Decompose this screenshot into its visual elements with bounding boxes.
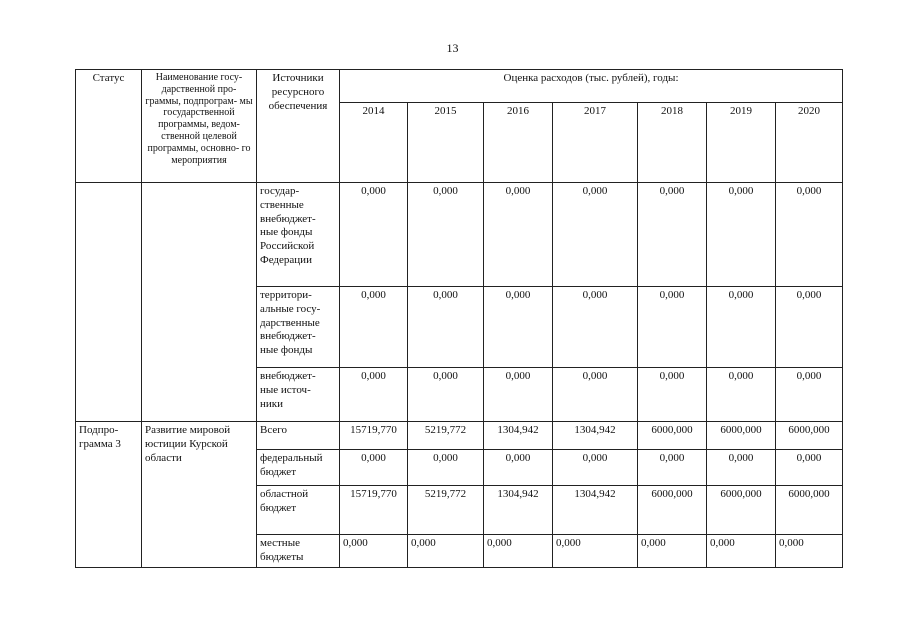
value-cell: 0,000 (340, 368, 408, 422)
value-cell: 0,000 (776, 183, 843, 287)
value-cell: 6000,000 (707, 486, 776, 535)
name-cell-empty (142, 183, 257, 422)
source-cell: территори- альные госу- дарственные внебюджет- ные фонды (257, 287, 340, 368)
source-cell: внебюджет- ные источ- ники (257, 368, 340, 422)
year-header: 2019 (707, 103, 776, 183)
value-cell: 6000,000 (776, 486, 843, 535)
value-cell: 0,000 (553, 183, 638, 287)
value-cell: 0,000 (484, 450, 553, 486)
header-estimate: Оценка расходов (тыс. рублей), годы: (340, 70, 843, 103)
value-cell: 0,000 (553, 368, 638, 422)
subprogram-name: Развитие мировой юстиции Курской области (142, 422, 257, 568)
page-number: 13 (446, 41, 459, 55)
value-cell: 6000,000 (638, 422, 707, 450)
source-cell: местные бюджеты (257, 535, 340, 568)
value-cell: 0,000 (707, 183, 776, 287)
value-cell: 0,000 (638, 450, 707, 486)
value-cell: 0,000 (408, 368, 484, 422)
header-row (76, 70, 843, 103)
value-cell: 0,000 (776, 287, 843, 368)
value-cell: 0,000 (553, 450, 638, 486)
value-cell: 6000,000 (707, 422, 776, 450)
expenditure-table (75, 69, 843, 568)
value-cell: 15719,770 (340, 422, 408, 450)
value-cell: 1304,942 (484, 486, 553, 535)
value-cell: 0,000 (707, 287, 776, 368)
value-cell: 0,000 (776, 535, 843, 568)
value-cell: 0,000 (707, 535, 776, 568)
value-cell: 5219,772 (408, 422, 484, 450)
header-name: Наименование госу- дарственной про- граммы, подпрограм- мы государственной программы, ведом- ственной целевой программы, основно- го мероприятия (142, 70, 257, 183)
value-cell: 0,000 (776, 450, 843, 486)
value-cell: 0,000 (484, 183, 553, 287)
subprogram-status: Подпро- грамма 3 (76, 422, 142, 568)
value-cell: 0,000 (707, 368, 776, 422)
value-cell: 0,000 (408, 450, 484, 486)
value-cell: 6000,000 (638, 486, 707, 535)
year-header: 2014 (340, 103, 408, 183)
value-cell: 0,000 (707, 450, 776, 486)
value-cell: 6000,000 (776, 422, 843, 450)
table-row (76, 183, 843, 287)
value-cell: 1304,942 (484, 422, 553, 450)
value-cell: 0,000 (553, 535, 638, 568)
year-header: 2015 (408, 103, 484, 183)
value-cell: 1304,942 (553, 422, 638, 450)
year-header: 2016 (484, 103, 553, 183)
value-cell: 0,000 (408, 183, 484, 287)
value-cell: 0,000 (484, 535, 553, 568)
value-cell: 0,000 (340, 450, 408, 486)
table-row (76, 422, 843, 450)
value-cell: 0,000 (638, 183, 707, 287)
header-status: Статус (76, 70, 142, 183)
year-header: 2020 (776, 103, 843, 183)
source-cell: Всего (257, 422, 340, 450)
year-header: 2018 (638, 103, 707, 183)
header-sources: Источники ресурсного обеспечения (257, 70, 340, 183)
value-cell: 0,000 (776, 368, 843, 422)
status-cell-empty (76, 183, 142, 422)
value-cell: 1304,942 (553, 486, 638, 535)
value-cell: 0,000 (484, 287, 553, 368)
value-cell: 0,000 (408, 287, 484, 368)
source-cell: государ- ственные внебюджет- ные фонды Российской Федерации (257, 183, 340, 287)
value-cell: 0,000 (408, 535, 484, 568)
source-cell: областной бюджет (257, 486, 340, 535)
value-cell: 0,000 (638, 287, 707, 368)
value-cell: 0,000 (638, 368, 707, 422)
value-cell: 0,000 (340, 287, 408, 368)
value-cell: 0,000 (484, 368, 553, 422)
source-cell: федеральный бюджет (257, 450, 340, 486)
value-cell: 0,000 (340, 535, 408, 568)
year-header: 2017 (553, 103, 638, 183)
value-cell: 5219,772 (408, 486, 484, 535)
value-cell: 0,000 (638, 535, 707, 568)
value-cell: 15719,770 (340, 486, 408, 535)
value-cell: 0,000 (553, 287, 638, 368)
value-cell: 0,000 (340, 183, 408, 287)
